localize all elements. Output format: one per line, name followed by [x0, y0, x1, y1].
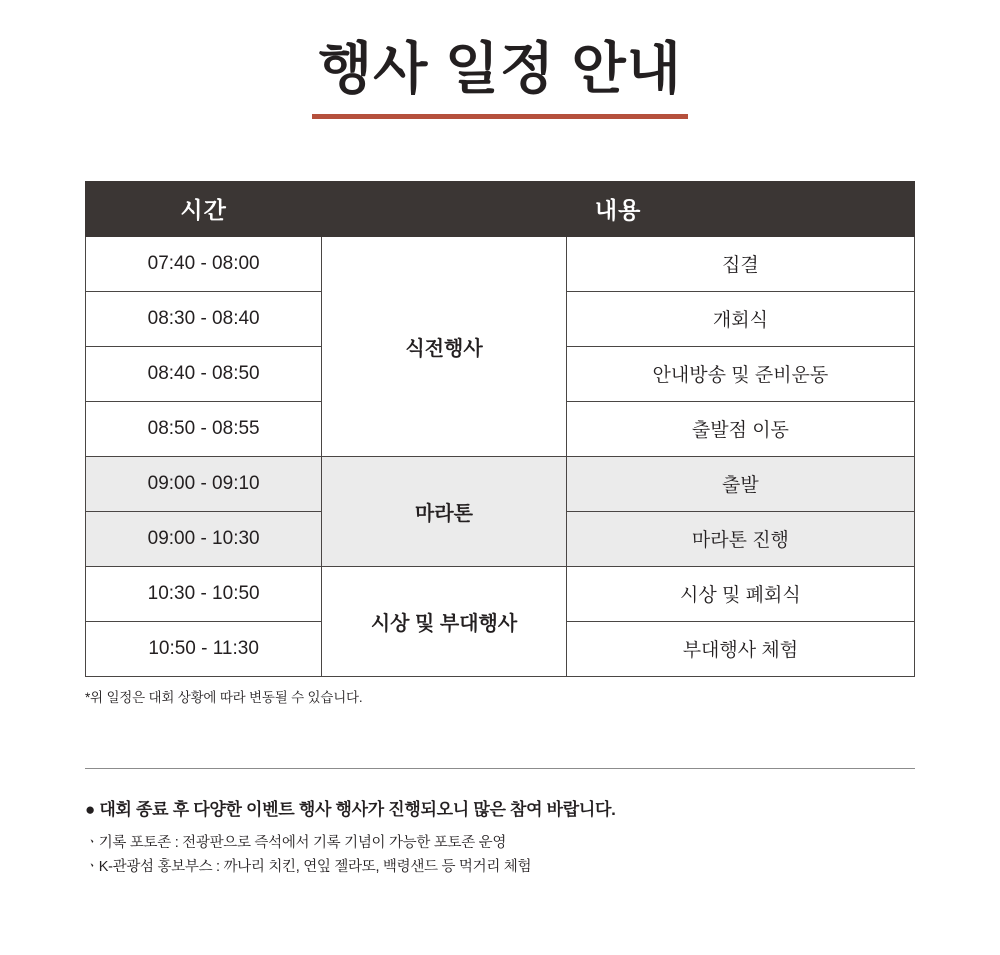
table-row [86, 566, 915, 621]
footer-notes [85, 795, 915, 880]
schedule-table [85, 181, 915, 677]
table-row [86, 456, 915, 511]
cell-time: 07:40 - 08:00 [86, 236, 322, 291]
cell-detail: 시상 및 폐회식 [566, 566, 914, 621]
cell-group: 시상 및 부대행사 [322, 566, 567, 676]
cell-detail: 집결 [566, 236, 914, 291]
cell-group: 식전행사 [322, 236, 567, 456]
cell-detail: 개회식 [566, 291, 914, 346]
cell-time: 08:50 - 08:55 [86, 401, 322, 456]
cell-detail: 마라톤 진행 [566, 511, 914, 566]
cell-time: 10:50 - 11:30 [86, 621, 322, 676]
cell-time: 08:30 - 08:40 [86, 291, 322, 346]
schedule-note: *위 일정은 대회 상황에 따라 변동될 수 있습니다. [85, 689, 363, 705]
section-divider [85, 768, 915, 769]
cell-detail: 출발 [566, 456, 914, 511]
cell-group: 마라톤 [322, 456, 567, 566]
column-header-content: 내용 [322, 181, 915, 236]
cell-time: 08:40 - 08:50 [86, 346, 322, 401]
cell-detail: 부대행사 체험 [566, 621, 914, 676]
page-title: 행사 일정 안내 [312, 38, 688, 119]
cell-time: 09:00 - 09:10 [86, 456, 322, 511]
cell-detail: 안내방송 및 준비운동 [566, 346, 914, 401]
cell-time: 09:00 - 10:30 [86, 511, 322, 566]
title-block [0, 0, 1000, 119]
footer-headline: ● 대회 종료 후 다양한 이벤트 행사 행사가 진행되오니 많은 참여 바랍니다. [85, 799, 616, 819]
footer-bullet-1: ㆍ기록 포토존 : 전광판으로 즉석에서 기록 기념이 가능한 포토존 운영 [85, 834, 507, 851]
table-row [86, 236, 915, 291]
footer-bullet-2: ㆍK-관광섬 홍보부스 : 까나리 치킨, 연잎 젤라또, 백령샌드 등 먹거리 체험 [85, 858, 532, 875]
column-header-time: 시간 [86, 181, 322, 236]
schedule-table-wrap [85, 181, 915, 677]
table-header-row [86, 181, 915, 236]
cell-detail: 출발점 이동 [566, 401, 914, 456]
cell-time: 10:30 - 10:50 [86, 566, 322, 621]
